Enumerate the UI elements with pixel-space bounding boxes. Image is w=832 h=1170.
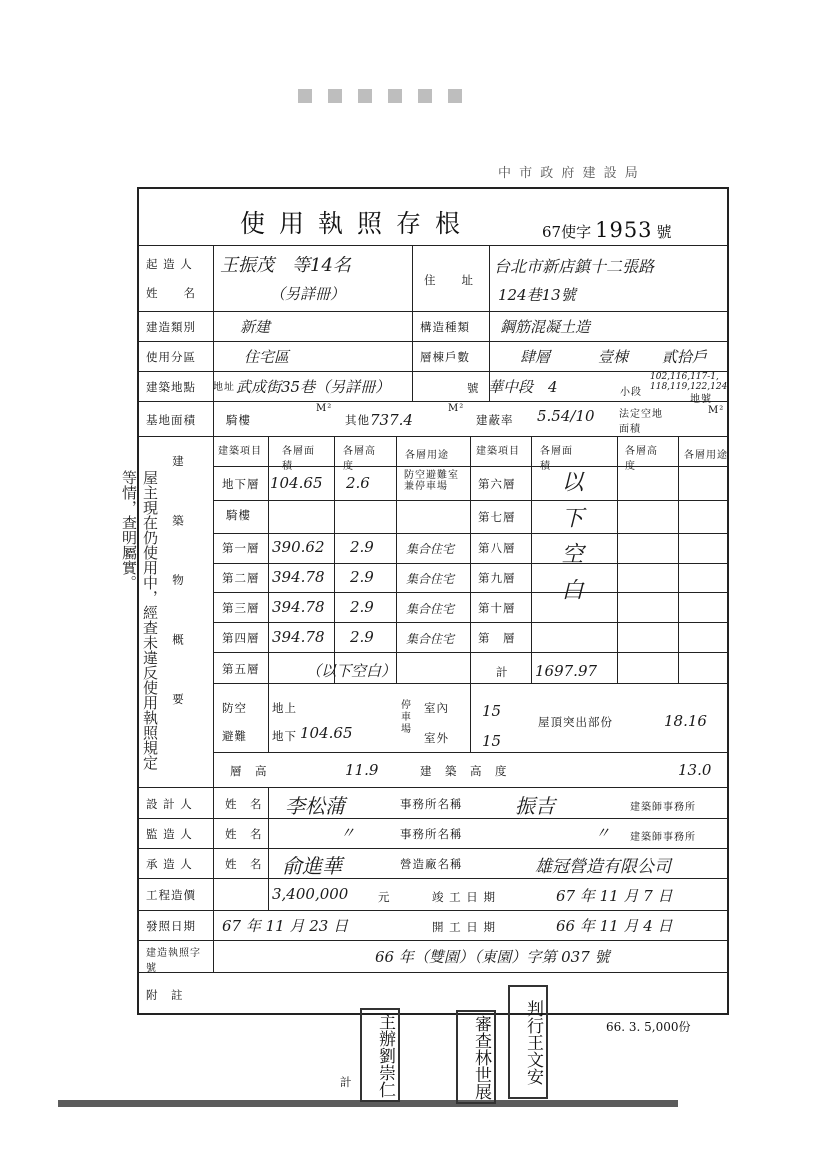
parking-label: 停車場 — [401, 700, 412, 735]
rule — [213, 245, 214, 972]
roof-label: 屋頂突出部份 — [538, 715, 613, 729]
floor-label: 第五層 — [222, 662, 260, 676]
units-label: 層棟戶數 — [420, 350, 470, 364]
stamp-name: 王文安 — [523, 1033, 543, 1085]
cost-value: 3,400,000 — [272, 885, 349, 903]
col-header: 建築項目 — [218, 446, 262, 457]
above-label: 地上 — [272, 701, 297, 715]
zone-value: 住宅區 — [244, 348, 290, 366]
approval-stamp — [456, 1010, 496, 1104]
floor-use: 集合住宅 — [406, 542, 455, 556]
rule — [137, 878, 729, 879]
outdoor-value: 15 — [482, 732, 502, 750]
type-label: 建造類別 — [146, 320, 196, 334]
col-header: 各層用途 — [405, 450, 449, 461]
floor-label: 第六層 — [478, 477, 516, 491]
stamp-name: 林世展 — [471, 1048, 491, 1100]
buildings-value: 壹棟 — [598, 348, 629, 366]
reference-stamp: 中 市 政 府 建 設 局 — [498, 166, 640, 181]
rule — [470, 436, 471, 752]
rule — [137, 848, 729, 849]
col-header: 各層面積 — [540, 446, 573, 472]
roof-value: 18.16 — [664, 712, 707, 730]
name-label: 姓 名 — [225, 827, 263, 841]
rule — [137, 245, 729, 246]
open-space-label: 避難 — [222, 729, 247, 743]
print-info: 66. 3. 5,000份 — [606, 1020, 691, 1034]
outdoor-label: 室外 — [424, 731, 449, 745]
rule — [531, 436, 532, 683]
contractor-company: 雄冠營造有限公司 — [535, 857, 671, 877]
floor-label: 第九層 — [478, 571, 516, 585]
stamp-title: 審查 — [471, 1014, 491, 1049]
floor-label: 第一層 — [222, 541, 260, 555]
floor-height: 2.9 — [350, 628, 374, 646]
indoor-label: 室內 — [424, 701, 449, 715]
designer-label: 設 計 人 — [146, 797, 193, 811]
rule — [213, 592, 729, 593]
permit-label: 建造執照字號 — [146, 948, 201, 974]
scan-artifacts — [290, 85, 530, 135]
supervisor-label: 監 造 人 — [146, 827, 193, 841]
floor-label: 第 層 — [478, 631, 516, 645]
total-value: 1697.97 — [535, 662, 598, 680]
address-line-2: 124巷13號 — [498, 286, 576, 304]
rule — [213, 622, 729, 623]
floor-height-value: 11.9 — [345, 761, 379, 779]
col-header: 建築項目 — [476, 446, 520, 457]
rule — [213, 533, 729, 534]
office-label: 事務所名稱 — [400, 827, 463, 841]
floor-label: 騎樓 — [226, 508, 251, 522]
applicant-name: 王振茂 等14名 — [220, 255, 351, 276]
rule — [213, 563, 729, 564]
yuan-label: 元 — [378, 890, 391, 904]
area-unit: M² — [448, 403, 465, 414]
rule — [137, 972, 729, 973]
address-label: 住 址 — [424, 273, 474, 287]
site-area-label: 基地面積 — [146, 413, 196, 427]
floor-label: 第三層 — [222, 601, 260, 615]
rule — [137, 436, 729, 437]
type-value: 新建 — [240, 318, 271, 336]
floor-label: 第八層 — [478, 541, 516, 555]
floor-use: 防空避難室兼停車場 — [404, 470, 459, 492]
col-header: 各層高度 — [625, 446, 658, 472]
office-suffix: 建築師事務所 — [630, 832, 696, 843]
coverage-value: 5.54/10 — [537, 407, 595, 425]
zone-label: 使用分區 — [146, 350, 196, 364]
rule — [213, 652, 729, 653]
site-address: 武成街35巷（另詳冊） — [236, 378, 391, 396]
floor-area: 394.78 — [272, 628, 325, 646]
side-note: 屋主現在仍使用中，經查未違反使用執照規定等情，查明屬實。 — [120, 470, 159, 770]
site-sub-label: 地址 — [213, 382, 235, 393]
rule — [268, 787, 269, 910]
approval-stamp — [508, 985, 548, 1099]
floor-label: 第七層 — [478, 510, 516, 524]
remarks-label: 附 註 — [146, 988, 184, 1002]
floor-height: 2.6 — [346, 474, 370, 492]
name-label: 姓 名 — [225, 857, 263, 871]
other-value: 737.4 — [370, 411, 413, 429]
rule — [334, 436, 335, 683]
contractor-label: 承 造 人 — [146, 857, 193, 871]
below-value: 104.65 — [300, 724, 353, 742]
floor-label: 第二層 — [222, 571, 260, 585]
open-space-label: 防空 — [222, 701, 247, 715]
area-unit: M² — [316, 403, 333, 414]
rule — [137, 401, 729, 402]
contractor-name: 俞進華 — [282, 854, 342, 878]
rule — [396, 436, 397, 683]
col-header: 各層用途 — [684, 450, 728, 461]
rule — [412, 245, 413, 401]
floor-height: 2.9 — [350, 598, 374, 616]
issue-label: 發照日期 — [146, 919, 196, 933]
floors-value: 肆層 — [520, 348, 551, 366]
stamp-name: 劉崇仁 — [375, 1046, 395, 1098]
cost-label: 工程造價 — [146, 888, 196, 902]
floor-area: 394.78 — [272, 568, 325, 586]
col-header: 各層高度 — [343, 446, 376, 472]
floor-area: 104.65 — [270, 474, 323, 492]
rule — [137, 787, 729, 788]
floor-use: 集合住宅 — [406, 632, 455, 646]
rule — [137, 311, 729, 312]
rule — [678, 436, 679, 683]
supervisor-office: 〃 — [595, 824, 611, 842]
site-lot-label: 地號 — [690, 394, 712, 405]
designer-name: 李松蒲 — [285, 794, 345, 818]
site-lots: 102,116,117-1, 118,119,122,124 — [650, 372, 728, 392]
total-label: 計 — [496, 665, 509, 679]
completion-label: 竣 工 日 期 — [432, 890, 496, 904]
floor-use: 集合住宅 — [406, 602, 455, 616]
site-subsection-label: 小段 — [620, 387, 642, 398]
floor-label: 第四層 — [222, 631, 260, 645]
rule — [617, 436, 618, 683]
site-label: 建築地點 — [146, 380, 196, 394]
rule — [268, 436, 269, 752]
rule — [213, 752, 729, 753]
office-label: 事務所名稱 — [400, 797, 463, 811]
floor-label: 地下層 — [222, 477, 260, 491]
rule — [213, 683, 729, 684]
floor-height: 2.9 — [350, 568, 374, 586]
floor-use: 集合住宅 — [406, 572, 455, 586]
indoor-value: 15 — [482, 702, 502, 720]
applicant-label: 起 造 人 — [146, 257, 193, 271]
structure-label: 構造種類 — [420, 320, 470, 334]
start-value: 66 年 11 月 4 日 — [556, 917, 673, 935]
coverage-label: 建蔽率 — [476, 413, 514, 427]
start-label: 開 工 日 期 — [432, 920, 496, 934]
floor-area: 394.78 — [272, 598, 325, 616]
floor-label: 第十層 — [478, 601, 516, 615]
section-label: 建築物概要 — [171, 455, 185, 753]
floor-height-label: 層 高 — [230, 764, 268, 778]
stamp-title: 主辦 — [375, 1012, 395, 1047]
supervisor-name: 〃 — [340, 824, 356, 842]
below-label: 地下 — [272, 729, 297, 743]
stamp-caption: 計 — [340, 1075, 353, 1089]
factory-label: 營造廠名稱 — [400, 857, 463, 871]
approval-stamp — [360, 1008, 400, 1102]
rule — [213, 500, 729, 501]
permit-value: 66 年（雙園）（東園）字第 037 號 — [375, 948, 610, 966]
page-title: 使用執照存根 — [240, 209, 475, 238]
scan-edge — [58, 1100, 678, 1107]
rule — [137, 371, 729, 372]
floor-area: 390.62 — [272, 538, 325, 556]
right-handwriting: 以下空白 — [558, 470, 583, 614]
building-height-value: 13.0 — [678, 761, 712, 779]
structure-value: 鋼筋混凝土造 — [500, 318, 591, 336]
households-value: 貳拾戶 — [662, 348, 708, 366]
designer-office: 振吉 — [515, 794, 555, 818]
office-suffix: 建築師事務所 — [630, 802, 696, 813]
other-label: 其他 — [345, 413, 370, 427]
area-unit: M² — [708, 405, 725, 416]
col-header: 各層面積 — [282, 446, 315, 472]
stamp-title: 判行 — [523, 999, 543, 1034]
rule — [137, 910, 729, 911]
floor-height: 2.9 — [350, 538, 374, 556]
site-no-label: 號 — [467, 381, 480, 395]
rule — [137, 341, 729, 342]
address-line-1: 台北市新店鎮十二張路 — [494, 257, 655, 276]
edge-artifact — [800, 240, 832, 840]
document-number: 67使字 1953 號 — [542, 218, 672, 242]
name-label: 姓 名 — [225, 797, 263, 811]
issue-value: 67 年 11 月 23 日 — [222, 917, 349, 935]
rule — [137, 940, 729, 941]
name-label: 姓 名 — [146, 286, 196, 300]
site-section: 華中段 4 — [488, 378, 558, 396]
building-height-label: 建 築 高 度 — [420, 764, 508, 778]
floor-use: （以下空白） — [306, 662, 397, 680]
applicant-name-note: （另詳冊） — [270, 285, 346, 303]
legal-open-label: 法定空地面積 — [619, 409, 663, 435]
completion-value: 67 年 11 月 7 日 — [556, 887, 673, 905]
rule — [137, 818, 729, 819]
arcade-label: 騎樓 — [226, 413, 251, 427]
